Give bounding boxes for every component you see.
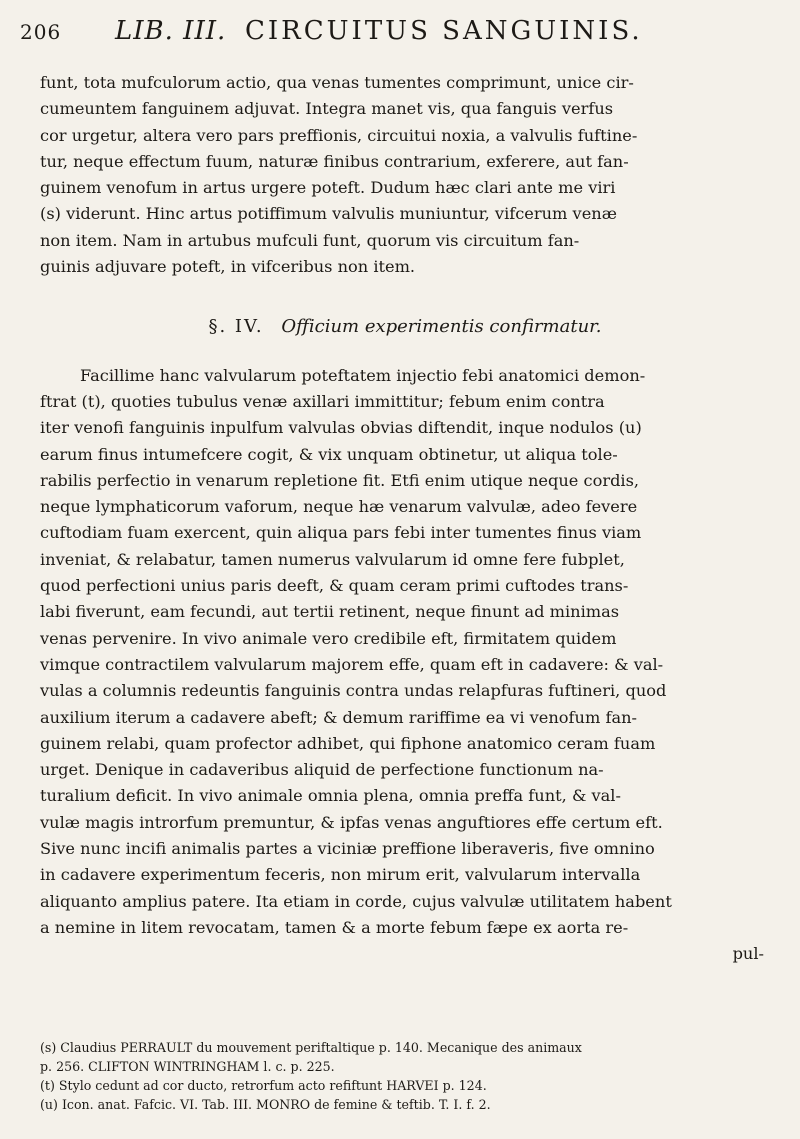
- text-line: ftrat (t), quoties tubulus venæ axillari immittitur; febum enim contra: [40, 391, 605, 411]
- text-line: earum finus intumefcere cogit, & vix unquam obtinetur, ut aliqua tole-: [40, 444, 618, 464]
- text-line: guinis adjuvare poteft, in vifceribus non item.: [40, 257, 416, 277]
- text-line: inveniat, & relabatur, tamen numerus valvularum id omne fere fubplet,: [40, 549, 625, 569]
- text-line: cor urgetur, altera vero pars preffionis, circuitui noxia, a valvulis fuftine-: [40, 125, 638, 145]
- page-number: 206: [20, 20, 62, 44]
- text-line: venas pervenire. In vivo animale vero credibile eft, firmitatem quidem: [40, 628, 617, 648]
- book-label: LIB. III.: [115, 16, 227, 46]
- running-head: [20, 14, 780, 54]
- main-text: [40, 70, 770, 968]
- text-line: quod perfectioni unius paris deeft, & quam ceram primi cuftodes trans-: [40, 576, 629, 596]
- text-line: vulas a columnis redeuntis fanguinis contra undas relapfuras fuftineri, quod: [40, 681, 667, 701]
- text-line: auxilium iterum a cadavere abeft; & demum rariffime ea vi venofum fan-: [40, 707, 637, 727]
- text-line: non item. Nam in artubus mufculi funt, quorum vis circuitum fan-: [40, 230, 580, 250]
- text-line: vimque contractilem valvularum majorem effe, quam eft in cadavere: & val-: [40, 654, 664, 674]
- text-line: vulæ magis introrfum premuntur, & ipfas venas anguftiores effe certum eft.: [40, 812, 663, 832]
- text-line: urget. Denique in cadaveribus aliquid de perfectione functionum na-: [40, 760, 604, 780]
- text-line: aliquanto amplius patere. Ita etiam in corde, cujus valvulæ utilitatem habent: [40, 891, 672, 911]
- section-number: §. IV.: [208, 316, 264, 338]
- section-heading: [40, 314, 770, 340]
- text-line: tur, neque effectum fuum, naturæ finibus contrarium, exferere, aut fan-: [40, 151, 629, 171]
- footnotes: [40, 1038, 770, 1114]
- text-line: labi fiverunt, eam fecundi, aut tertii retinent, neque finunt ad minimas: [40, 602, 620, 622]
- footnote-s-continued: p. 256. CLIFTON WINTRINGHAM l. c. p. 225.: [40, 1059, 335, 1074]
- section-title: Officium experimentis confirmatur.: [281, 316, 602, 338]
- footnote-u: (u) Icon. anat. Fafcic. VI. Tab. III. MONRO de femine & teftib. T. I. f. 2.: [40, 1097, 491, 1112]
- catchword: pul-: [732, 944, 764, 964]
- text-line: (s) viderunt. Hinc artus potiffimum valvulis muniuntur, vifcerum venæ: [40, 204, 617, 224]
- text-line: Facillime hanc valvularum poteftatem injectio febi anatomici demon-: [80, 365, 646, 385]
- text-line: guinem venofum in artus urgere poteft. Dudum hæc clari ante me viri: [40, 178, 616, 198]
- text-line: Sive nunc incifi animalis partes a viciniæ preffione liberaveris, five omnino: [40, 839, 655, 859]
- text-line: rabilis perfectio in venarum repletione fit. Etfi enim utique neque cordis,: [40, 470, 640, 490]
- text-line: cumeuntem fanguinem adjuvat. Integra manet vis, qua fanguis verfus: [40, 99, 614, 119]
- text-line: in cadavere experimentum feceris, non mirum erit, valvularum intervalla: [40, 865, 641, 885]
- paragraph-section-iv: [40, 363, 770, 942]
- footnote-t: (t) Stylo cedunt ad cor ducto, retrorfum acto refiftunt HARVEI p. 124.: [40, 1078, 487, 1093]
- footnote-s: (s) Claudius PERRAULT du mouvement periftaltique p. 140. Mecanique des animaux: [40, 1040, 582, 1055]
- paragraph-continued: [40, 70, 770, 280]
- text-line: a nemine in litem revocatam, tamen & a morte febum fæpe ex aorta re-: [40, 917, 629, 937]
- text-line: iter venofi fanguinis inpulfum valvulas obvias diftendit, inque nodulos (u): [40, 418, 642, 438]
- text-line: funt, tota mufculorum actio, qua venas tumentes comprimunt, unice cir-: [40, 73, 634, 92]
- text-line: guinem relabi, quam profector adhibet, qui fiphone anatomico ceram fuam: [40, 733, 656, 753]
- text-line: turalium deficit. In vivo animale omnia plena, omnia preffa funt, & val-: [40, 786, 621, 806]
- text-line: cuftodiam fuam exercent, quin aliqua pars febi inter tumentes finus viam: [40, 523, 642, 543]
- running-title: CIRCUITUS SANGUINIS.: [245, 16, 643, 46]
- text-line: neque lymphaticorum vaforum, neque hæ venarum valvulæ, adeo fevere: [40, 497, 638, 517]
